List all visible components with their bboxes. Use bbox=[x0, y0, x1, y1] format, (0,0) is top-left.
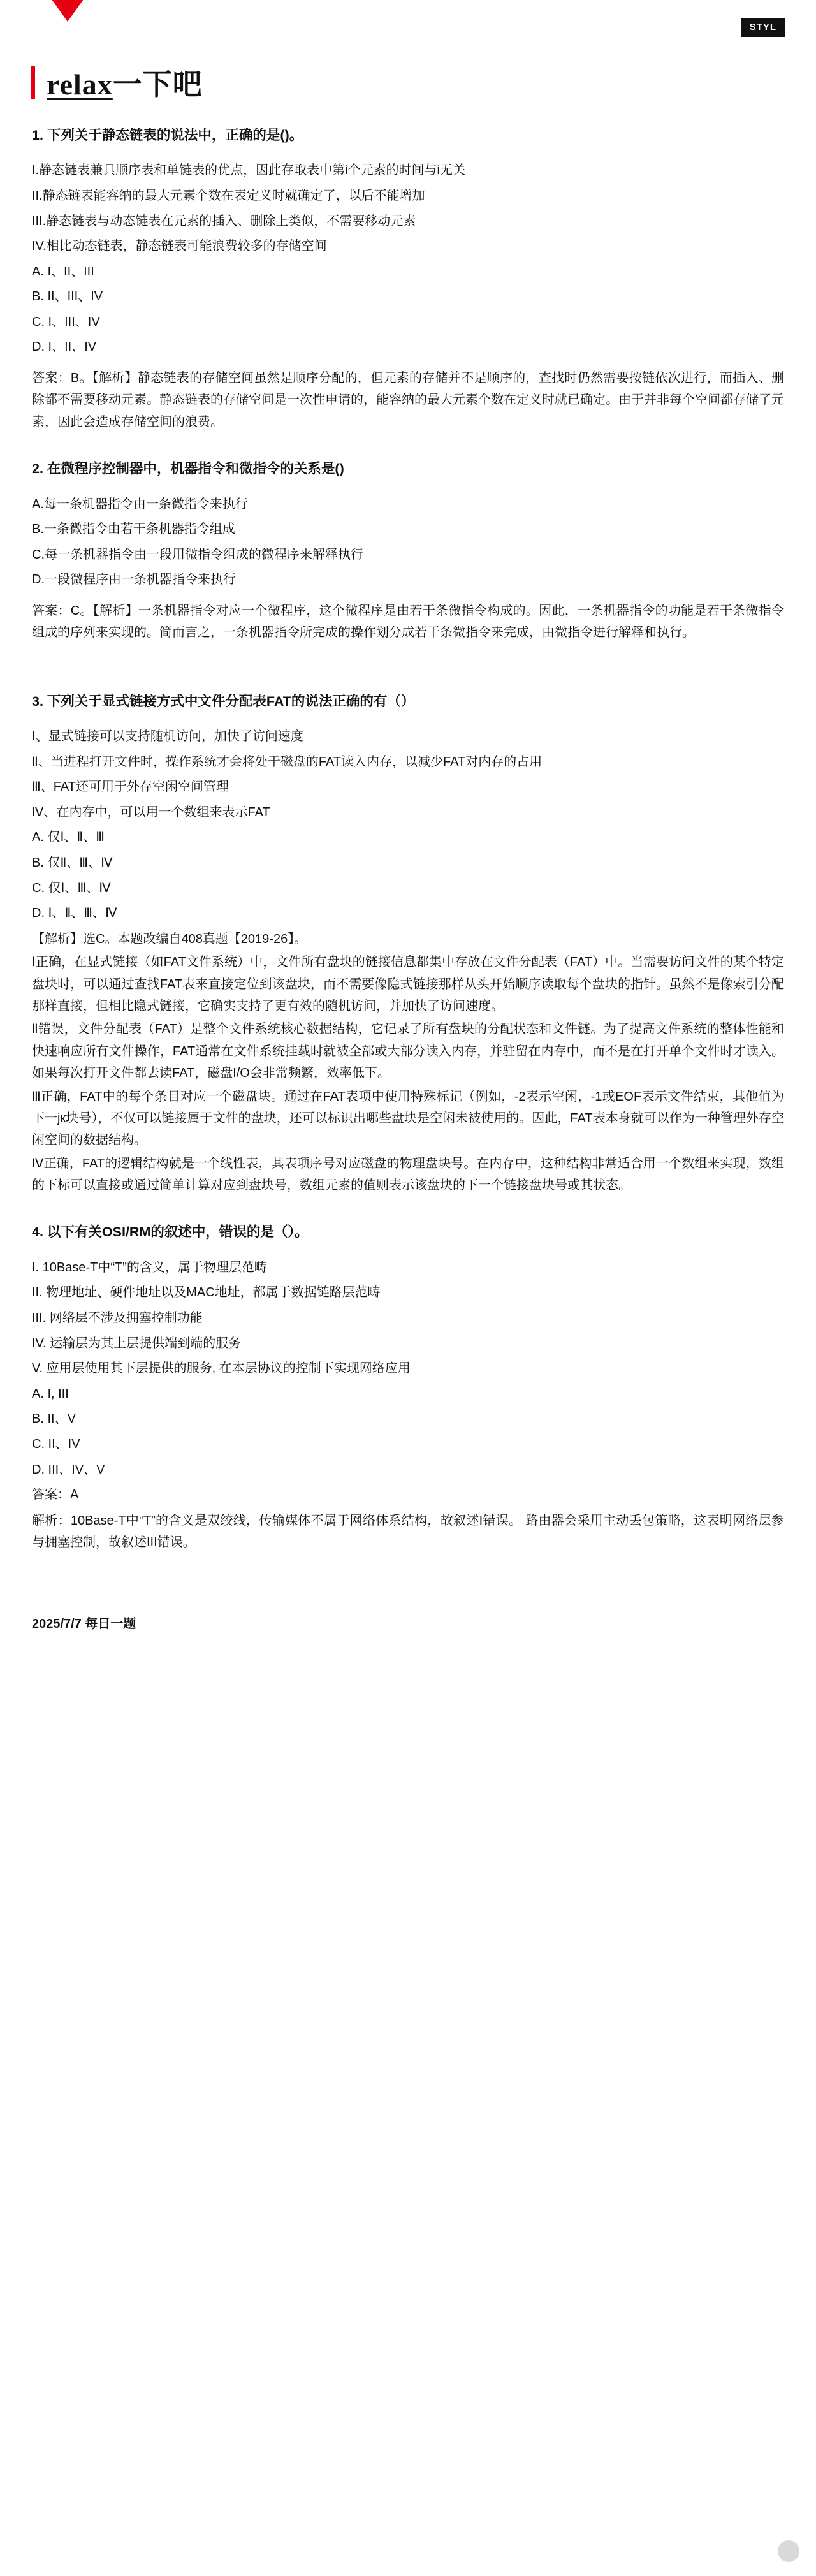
title-rest-text: 一下吧 bbox=[112, 68, 203, 101]
heart-icon bbox=[50, 0, 85, 22]
question-2-option-d: D.一段微程序由一条机器指令来执行 bbox=[32, 573, 236, 587]
question-3-line-1: Ⅰ、显式链接可以支持随机访问，加快了访问速度 bbox=[32, 729, 303, 744]
question-3-title: 3. 下列关于显式链接方式中文件分配表FAT的说法正确的有（） bbox=[32, 693, 415, 709]
question-2-answer: 答案：C。【解析】一条机器指令对应一个微程序，这个微程序是由若干条微指令构成的。因此，一条机器指令的功能是若干条微指令组成的序列来实现的。简而言之，一条机器指令所完成的操作划分成若干条微指令来完成，由微指令进行解释和执行。 bbox=[32, 603, 784, 640]
question-1-line-3: III.静态链表与动态链表在元素的插入、删除上类似，不需要移动元素 bbox=[32, 214, 416, 228]
question-4-option-c: C. II、IV bbox=[32, 1437, 80, 1451]
question-1-option-b: B. II、III、IV bbox=[32, 289, 103, 304]
question-1-line-4: IV.相比动态链表，静态链表可能浪费较多的存储空间 bbox=[32, 239, 327, 254]
question-1-line-1: I.静态链表兼具顺序表和单链表的优点，因此存取表中第i个元素的时间与i无关 bbox=[32, 163, 465, 178]
question-block-3 bbox=[32, 691, 784, 1197]
question-3-line-2: Ⅱ、当进程打开文件时，操作系统才会将处于磁盘的FAT读入内存，以减少FAT对内存的占用 bbox=[32, 754, 543, 769]
question-2-option-b: B.一条微指令由若干条机器指令组成 bbox=[32, 522, 235, 537]
question-4-line-2: II. 物理地址、硬件地址以及MAC地址，都属于数据链路层范畴 bbox=[32, 1285, 381, 1300]
question-4-line-4: IV. 运输层为其上层提供端到端的服务 bbox=[32, 1336, 242, 1350]
question-3-line-4: Ⅳ、在内存中，可以用一个数组来表示FAT bbox=[32, 805, 270, 819]
top-bar bbox=[0, 0, 816, 46]
question-4-analysis: 解析：10Base-T中“T”的含义是双绞线，传输媒体不属于网络体系结构，故叙述I错误。 路由器会采用主动丢包策略，这表明网络层参与拥塞控制，故叙述III错误。 bbox=[32, 1513, 784, 1550]
question-3-line-3: Ⅲ、FAT还可用于外存空闲空间管理 bbox=[32, 780, 229, 794]
question-3-analysis-4: Ⅳ正确，FAT的逻辑结构就是一个线性表，其表项序号对应磁盘的物理盘块号。在内存中，这种结构非常适合用一个数组来实现，数组的下标可以直接或通过简单计算对应到盘块号，数组元素的值则表示该盘块的下一个链接盘块号或其状态。 bbox=[32, 1156, 784, 1193]
question-4-answer: 答案：A bbox=[32, 1488, 79, 1502]
question-1-title: 1. 下列关于静态链表的说法中，正确的是()。 bbox=[32, 128, 303, 143]
question-3-analysis-2: Ⅱ错误，文件分配表（FAT）是整个文件系统核心数据结构，它记录了所有盘块的分配状态和文件链。为了提高文件系统的整体性能和快速响应所有文件操作，FAT通常在文件系统挂载时就被全部或大部分读入内存，并驻留在内存中，而不是在打开单个文件时才读入。如果每次打开文件都去读FAT，磁盘I/O会非常频繁，效率低下。 bbox=[32, 1022, 784, 1081]
page-title bbox=[0, 46, 816, 108]
question-1-option-a: A. I、II、III bbox=[32, 264, 94, 279]
question-3-analysis-3: Ⅲ正确，FAT中的每个条目对应一个磁盘块。通过在FAT表项中使用特殊标记（例如，-2表示空闲，-1或EOF表示文件结束，其他值为下一јк块号），不仅可以链接属于文件的盘块，还可以标识出哪些盘块是空闲未被使用的。因此，FAT表本身就可以作为一种管理外存空闲空间的数据结构。 bbox=[32, 1089, 784, 1148]
questions-container bbox=[0, 108, 816, 1604]
question-1-option-c: C. I、III、IV bbox=[32, 314, 100, 329]
question-1-answer: 答案：B。【解析】静态链表的存储空间虽然是顺序分配的，但元素的存储并不是顺序的，查找时仍然需要按链依次进行，而插入、删除都不需要移动元素。静态链表的存储空间是一次性申请的，能容纳的最大元素个数在定义时就已确定。由于并非每个空间都存储了元素，因此会造成存储空间的浪费。 bbox=[32, 371, 784, 429]
question-2-option-a: A.每一条机器指令由一条微指令来执行 bbox=[32, 497, 248, 511]
question-4-line-3: III. 网络层不涉及拥塞控制功能 bbox=[32, 1310, 203, 1325]
scroll-indicator[interactable] bbox=[778, 2540, 799, 2562]
question-block-4 bbox=[32, 1222, 784, 1553]
question-block-1 bbox=[32, 125, 784, 433]
question-4-option-d: D. III、IV、V bbox=[32, 1462, 105, 1477]
question-4-option-a: A. I, III bbox=[32, 1386, 69, 1401]
question-2-title: 2. 在微程序控制器中，机器指令和微指令的关系是() bbox=[32, 461, 344, 477]
question-3-analysis-intro: 【解析】选C。本题改编自408真题【2019-26】。 bbox=[32, 932, 307, 946]
question-4-option-b: B. II、V bbox=[32, 1412, 76, 1426]
title-accent-bar bbox=[31, 66, 35, 99]
question-3-option-b: B. 仅Ⅱ、Ⅲ、Ⅳ bbox=[32, 855, 113, 870]
section-spacer bbox=[32, 670, 784, 691]
question-4-line-1: I. 10Base-T中“T”的含义，属于物理层范畴 bbox=[32, 1260, 267, 1275]
question-block-2 bbox=[32, 458, 784, 643]
question-3-option-d: D. Ⅰ、Ⅱ、Ⅲ、Ⅳ bbox=[32, 906, 117, 921]
question-1-line-2: II.静态链表能容纳的最大元素个数在表定义时就确定了，以后不能增加 bbox=[32, 188, 425, 203]
title-underlined-text: relax bbox=[47, 68, 113, 101]
styl-badge: STYL bbox=[741, 18, 785, 37]
question-3-analysis-1: Ⅰ正确，在显式链接（如FAT文件系统）中，文件所有盘块的链接信息都集中存放在文件分配表（FAT）中。当需要访问文件的某个特定盘块时，可以通过查找FAT表来直接定位到该盘块，而不需要像隐式链接那样从头开始顺序读取每个盘块的指针。虽然不是像索引分配那样直接，但相比隐式链接，它确实支持了更有效的随机访问，并加快了访问速度。 bbox=[32, 955, 784, 1013]
question-1-option-d: D. I、II、IV bbox=[32, 340, 97, 355]
question-3-option-c: C. 仅Ⅰ、Ⅲ、Ⅳ bbox=[32, 881, 111, 895]
question-4-line-5: V. 应用层使用其下层提供的服务, 在本层协议的控制下实现网络应用 bbox=[32, 1361, 411, 1376]
question-2-option-c: C.每一条机器指令由一段用微指令组成的微程序来解释执行 bbox=[32, 547, 363, 562]
footer-date: 2025/7/7 每日一题 bbox=[32, 1617, 136, 1632]
question-4-title: 4. 以下有关OSI/RM的叙述中，错误的是（）。 bbox=[32, 1224, 309, 1240]
question-3-option-a: A. 仅Ⅰ、Ⅱ、Ⅲ bbox=[32, 830, 105, 845]
